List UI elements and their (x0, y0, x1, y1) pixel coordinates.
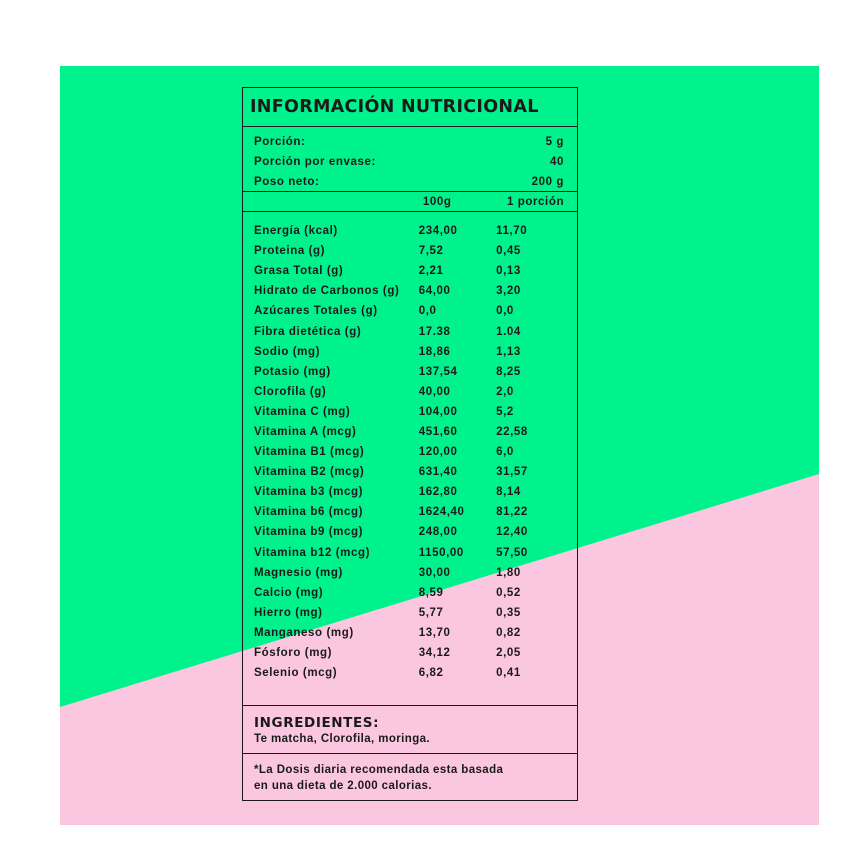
nutrient-per-serving: 3,20 (496, 285, 521, 298)
nutrient-row (243, 422, 577, 442)
serving-info (243, 127, 577, 192)
nutrient-per-serving: 1.04 (496, 325, 521, 338)
nutrient-per-serving: 0,41 (496, 667, 521, 680)
nutrient-name: Energía (kcal) (254, 225, 338, 238)
nutrient-per-serving: 0,13 (496, 265, 521, 278)
serving-row (243, 172, 577, 192)
nutrient-name: Sodio (mg) (254, 345, 321, 358)
serving-row (243, 152, 577, 172)
nutrient-name: Vitamina B1 (mcg) (254, 446, 365, 459)
column-per-100g: 100g (422, 195, 452, 208)
nutrient-row (243, 402, 577, 422)
ingredients-section (243, 706, 577, 754)
nutrient-per-100g: 0,0 (418, 305, 437, 318)
nutrient-row (243, 261, 577, 281)
serving-value: 5 g (545, 136, 564, 148)
nutrient-per-100g: 34,12 (418, 647, 451, 660)
serving-label: Porción por envase: (254, 156, 376, 168)
nutrient-per-100g: 30,00 (418, 566, 451, 579)
nutrient-row (243, 241, 577, 261)
nutrient-per-serving: 57,50 (496, 546, 528, 559)
nutrient-per-100g: 451,60 (418, 425, 458, 438)
nutrient-row (243, 482, 577, 502)
nutrient-row (243, 342, 577, 362)
nutrient-name: Vitamina b9 (mcg) (254, 526, 364, 539)
column-per-serving: 1 porción (506, 195, 565, 208)
nutrient-per-serving: 31,57 (496, 466, 528, 479)
nutrient-name: Potasio (mg) (254, 365, 331, 378)
nutrient-per-100g: 8,59 (418, 586, 444, 599)
nutrient-row (243, 442, 577, 462)
nutrient-per-serving: 5,2 (496, 405, 514, 418)
serving-label: Porción: (254, 136, 306, 148)
nutrient-per-100g: 162,80 (418, 486, 458, 499)
nutrient-row (243, 583, 577, 603)
nutrient-row (243, 643, 577, 663)
footnote-line: *La Dosis diaria recomendada esta basada (254, 764, 504, 776)
nutrient-row (243, 522, 577, 542)
nutrient-row (243, 382, 577, 402)
nutrient-per-serving: 0,82 (496, 626, 521, 639)
nutrient-name: Azúcares Totales (g) (254, 305, 378, 318)
nutrient-name: Vitamina C (mg) (254, 405, 351, 418)
nutrient-name: Hierro (mg) (254, 606, 323, 619)
nutrient-per-100g: 2,21 (418, 265, 444, 278)
nutrition-label (242, 87, 578, 801)
nutrient-per-100g: 248,00 (418, 526, 458, 539)
nutrient-name: Vitamina b12 (mcg) (254, 546, 371, 559)
nutrient-row (243, 281, 577, 301)
nutrient-name: Fibra dietética (g) (254, 325, 362, 338)
nutrient-per-100g: 1624,40 (418, 506, 465, 519)
nutrient-per-serving: 11,70 (496, 225, 528, 238)
nutrient-name: Grasa Total (g) (254, 265, 344, 278)
nutrient-name: Vitamina A (mcg) (254, 425, 357, 438)
label-title: INFORMACIÓN NUTRICIONAL (243, 88, 577, 127)
nutrient-per-serving: 2,0 (496, 385, 514, 398)
nutrient-per-100g: 7,52 (418, 245, 444, 258)
serving-row (243, 132, 577, 152)
nutrient-per-serving: 1,13 (496, 345, 521, 358)
nutrient-row (243, 543, 577, 563)
nutrient-name: Vitamina B2 (mcg) (254, 466, 365, 479)
nutrient-row (243, 462, 577, 482)
nutrient-row (243, 603, 577, 623)
nutrient-per-100g: 18,86 (418, 345, 451, 358)
nutrient-per-serving: 0,45 (496, 245, 521, 258)
nutrient-per-serving: 12,40 (496, 526, 528, 539)
nutrient-name: Clorofila (g) (254, 385, 327, 398)
footnote (243, 754, 577, 794)
nutrient-per-serving: 8,25 (496, 365, 521, 378)
nutrient-per-serving: 8,14 (496, 486, 521, 499)
nutrient-row (243, 362, 577, 382)
nutrient-per-100g: 631,40 (418, 466, 458, 479)
nutrient-per-serving: 2,05 (496, 647, 521, 660)
nutrient-name: Vitamina b6 (mcg) (254, 506, 364, 519)
ingredients-text: Te matcha, Clorofila, moringa. (254, 733, 431, 745)
nutrient-name: Selenio (mcg) (254, 667, 338, 680)
serving-value: 200 g (531, 175, 564, 188)
nutrient-row (243, 663, 577, 683)
nutrient-per-serving: 81,22 (496, 506, 528, 519)
nutrient-name: Hidrato de Carbonos (g) (254, 285, 400, 298)
nutrient-name: Calcio (mg) (254, 586, 324, 599)
nutrient-name: Magnesio (mg) (254, 566, 343, 579)
nutrient-row (243, 301, 577, 321)
nutrient-per-serving: 0,35 (496, 606, 521, 619)
nutrient-per-100g: 40,00 (418, 385, 451, 398)
nutrient-per-100g: 17.38 (418, 325, 451, 338)
nutrient-name: Vitamina b3 (mcg) (254, 486, 364, 499)
ingredients-heading: INGREDIENTES: (254, 715, 380, 731)
nutrient-name: Manganeso (mg) (254, 626, 354, 639)
footnote-line: en una dieta de 2.000 calorias. (254, 780, 432, 792)
nutrient-per-100g: 64,00 (418, 285, 451, 298)
nutrient-per-100g: 13,70 (418, 626, 451, 639)
nutrient-per-serving: 0,0 (496, 305, 514, 318)
nutrient-row (243, 321, 577, 341)
column-header (243, 192, 577, 212)
nutrient-per-100g: 104,00 (418, 405, 458, 418)
nutrient-row (243, 563, 577, 583)
nutrient-per-100g: 6,82 (418, 667, 444, 680)
nutrient-per-serving: 1,80 (496, 566, 521, 579)
nutrient-per-100g: 120,00 (418, 446, 458, 459)
nutrient-name: Proteina (g) (254, 245, 326, 258)
nutrient-row (243, 502, 577, 522)
serving-value: 40 (550, 156, 564, 168)
nutrient-row (243, 623, 577, 643)
nutrient-row (243, 221, 577, 241)
nutrient-name: Fósforo (mg) (254, 647, 333, 660)
nutrient-per-serving: 22,58 (496, 425, 528, 438)
nutrient-per-100g: 234,00 (418, 225, 458, 238)
nutrient-per-100g: 1150,00 (418, 546, 464, 559)
nutrient-list (243, 212, 577, 706)
serving-label: Poso neto: (254, 175, 320, 188)
nutrient-per-serving: 6,0 (496, 446, 514, 459)
nutrient-per-100g: 137,54 (418, 365, 458, 378)
nutrient-per-serving: 0,52 (496, 586, 521, 599)
nutrient-per-100g: 5,77 (418, 606, 444, 619)
